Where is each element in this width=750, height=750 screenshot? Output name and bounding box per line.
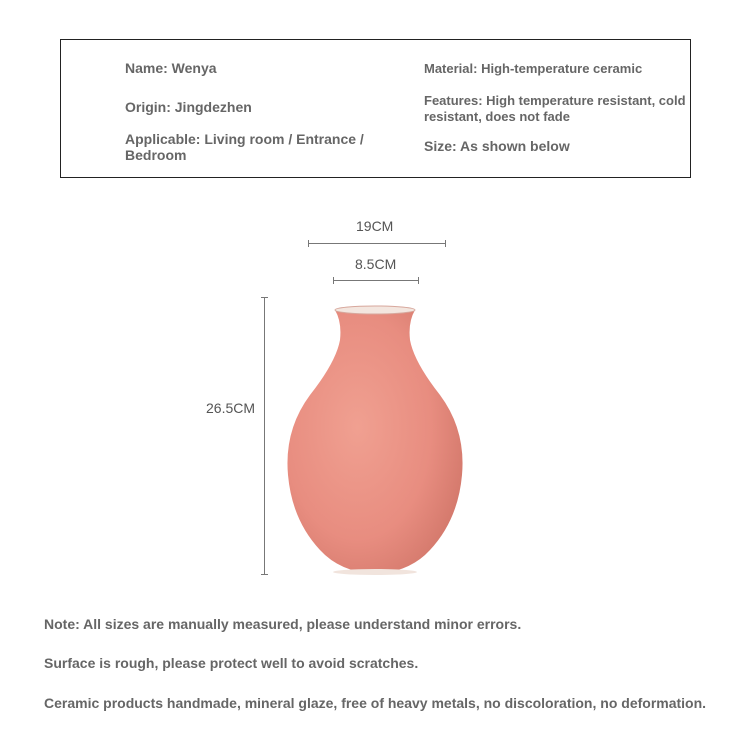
note-measurement: Note: All sizes are manually measured, please understand minor errors. xyxy=(44,616,522,632)
spec-box xyxy=(60,39,691,178)
vase-mouth xyxy=(335,306,415,314)
vase-body xyxy=(287,307,462,574)
spec-material: Material: High-temperature ceramic xyxy=(424,61,643,76)
spec-features: Features: High temperature resistant, cold resistant, does not fade xyxy=(424,93,686,124)
note-surface: Surface is rough, please protect well to avoid scratches. xyxy=(44,655,419,671)
dim-line-height xyxy=(264,297,265,575)
vase-base xyxy=(333,569,417,575)
note-ceramic: Ceramic products handmade, mineral glaze, free of heavy metals, no discoloration, no deformation. xyxy=(44,695,707,711)
dim-label-width-mouth: 8.5CM xyxy=(355,256,397,272)
dim-label-height: 26.5CM xyxy=(206,400,256,416)
spec-applicable: Applicable: Living room / Entrance / Bedroom xyxy=(125,131,364,163)
spec-size: Size: As shown below xyxy=(424,138,570,154)
dim-line-width-mouth xyxy=(333,280,419,281)
vase-image xyxy=(280,300,470,580)
dim-label-width-max: 19CM xyxy=(356,218,394,234)
spec-name: Name: Wenya xyxy=(125,60,217,76)
spec-origin: Origin: Jingdezhen xyxy=(125,99,252,115)
dim-line-width-max xyxy=(308,243,446,244)
